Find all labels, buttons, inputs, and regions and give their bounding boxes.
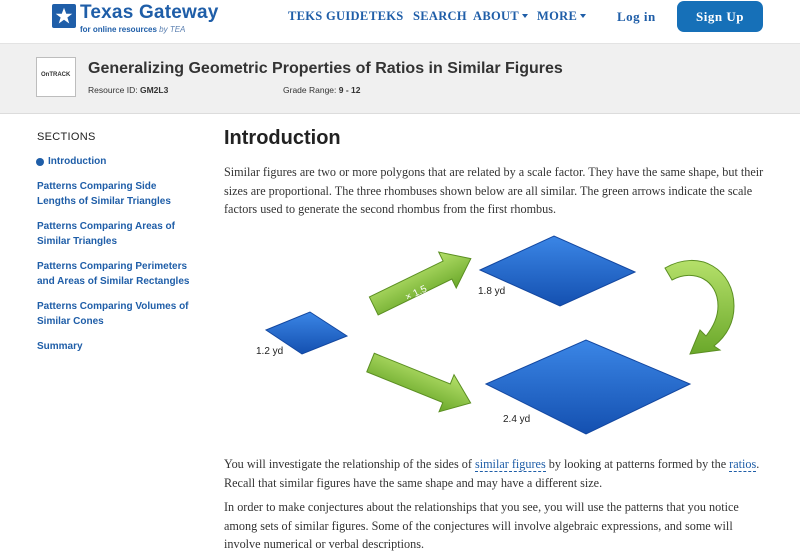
nav-label: TEKS GUIDE xyxy=(288,9,369,23)
sidebar-item-introduction[interactable] xyxy=(37,154,217,169)
chevron-down-icon xyxy=(580,14,586,18)
nav-search[interactable] xyxy=(413,9,467,24)
nav-label: MORE xyxy=(537,9,578,23)
rhombus-figure xyxy=(224,226,769,440)
conjectures-paragraph: In order to make conjectures about the relationships that you see, you will use the patterns that you notice among sets of similar figures. Some of the conjectures will involve algebraic expressions, and some will involve numerical or verbal descriptions. xyxy=(224,500,739,551)
arrow-scale-2-0 xyxy=(363,344,478,422)
top-navigation-bar xyxy=(0,0,800,44)
grade-range-value: 9 - 12 xyxy=(338,85,361,95)
sections-heading: SECTIONS xyxy=(37,131,96,143)
rhombus-diagram xyxy=(224,226,769,440)
logo-subtitle xyxy=(80,25,185,34)
signup-button[interactable]: Sign Up xyxy=(677,1,763,32)
login-link[interactable]: Log in xyxy=(617,9,656,24)
resource-id-value: GM2L3 xyxy=(139,85,169,95)
nav-about[interactable] xyxy=(473,9,528,24)
resource-header xyxy=(0,44,800,114)
intro-paragraph: Similar figures are two or more polygons that are related by a scale factor. They have the same shape, but their sizes are proportional. The three rhombuses shown below are all similar. The green arrows indicate the scale factors used to generate the second rhombus from the first rhombus. xyxy=(224,165,764,216)
sidebar-item-areas[interactable]: Patterns Comparing Areas of Similar Triangles xyxy=(37,221,175,247)
chevron-down-icon xyxy=(522,14,528,18)
nav-label: SEARCH xyxy=(413,9,467,23)
logo-subtitle-text: for online resources xyxy=(80,25,157,34)
ratios-link[interactable]: ratios xyxy=(729,457,757,471)
resource-id-label: Resource ID: xyxy=(88,85,138,95)
sidebar-item-side-lengths[interactable]: Patterns Comparing Side Lengths of Similar Triangles xyxy=(37,181,171,207)
logo-title: Texas Gateway xyxy=(80,2,219,23)
nav-more[interactable] xyxy=(537,9,586,24)
resource-id xyxy=(88,85,168,95)
investigate-paragraph xyxy=(224,455,769,492)
nav-label: ABOUT xyxy=(473,9,519,23)
sidebar-item-perimeters[interactable]: Patterns Comparing Perimeters and Areas of Similar Rectangles xyxy=(37,261,190,287)
arrow-up-label: × 1.5 xyxy=(403,283,429,304)
small-rhombus-label: 1.2 yd xyxy=(256,346,284,357)
arrow-scale-1-5 xyxy=(365,241,480,324)
paragraph-text: by looking at patterns formed by the xyxy=(545,457,730,471)
active-dot-icon xyxy=(36,158,44,166)
sidebar-item-label: Introduction xyxy=(48,156,107,167)
logo-by-text: by TEA xyxy=(159,25,186,34)
texas-gateway-logo[interactable] xyxy=(52,3,232,39)
large-rhombus-label: 2.4 yd xyxy=(503,414,531,425)
ontrack-badge-text: OnTRACK xyxy=(41,72,71,78)
grade-range xyxy=(283,85,361,95)
grade-range-label: Grade Range: xyxy=(283,85,337,95)
nav-label: TEKS xyxy=(369,9,404,23)
paragraph-text: You will investigate the relationship of the sides of xyxy=(224,457,475,471)
similar-figures-link[interactable]: similar figures xyxy=(474,457,546,471)
section-heading: Introduction xyxy=(224,127,341,149)
resource-title: Generalizing Geometric Properties of Ratios in Similar Figures xyxy=(88,60,563,77)
nav-teks-guide[interactable] xyxy=(288,9,368,24)
star-icon xyxy=(52,4,76,28)
arrow-down-label: × 2.0 xyxy=(412,358,438,377)
ontrack-badge-icon xyxy=(36,57,76,97)
sidebar-item-volumes[interactable]: Patterns Comparing Volumes of Similar Cones xyxy=(37,301,189,327)
sidebar-item-summary[interactable]: Summary xyxy=(37,341,83,352)
arrow-curve-label: × 0.75 xyxy=(667,296,689,327)
paragraph-text: . Recall that similar figures have the same shape and may have a different size. xyxy=(224,457,760,490)
medium-rhombus-label: 1.8 yd xyxy=(478,286,506,297)
nav-teks[interactable] xyxy=(369,9,404,24)
